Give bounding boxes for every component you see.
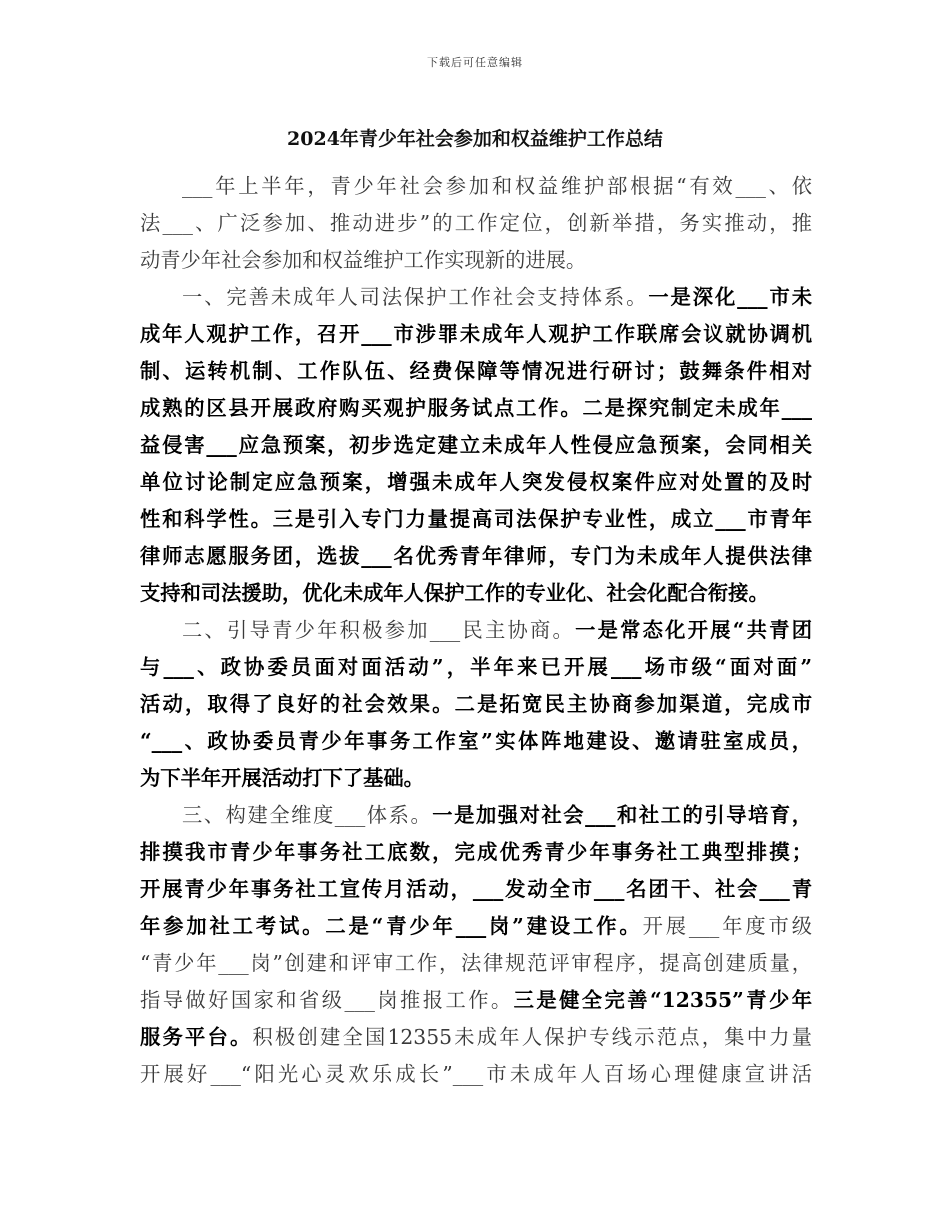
bold-text-run: 支持和司法援助，优化未成年人保护工作的专业化、社会化配合衔接。 — [140, 581, 769, 605]
text-run: 一、完善未成年人司法保护工作社会支持体系。 — [182, 285, 649, 309]
text-line — [140, 464, 812, 501]
bold-text-run: 三是健全完善“12355”青少年 — [513, 988, 812, 1012]
text-line — [140, 353, 812, 390]
text-run: “青少年___岗”创建和评审工作，法律规范评审程序，提高创建质量， — [140, 951, 812, 975]
text-line — [140, 501, 812, 538]
text-line — [140, 390, 812, 427]
bold-text-run: 成年人观护工作，召开___市涉罪未成年人观护工作联席会议就协调机 — [140, 322, 812, 346]
text-line — [140, 316, 812, 353]
text-line — [140, 279, 812, 316]
bold-text-run: 年参加社工考试。二是“青少年___岗”建设工作。 — [140, 914, 643, 938]
text-line — [140, 797, 812, 834]
text-line — [140, 242, 812, 279]
bold-text-run: 成熟的区县开展政府购买观护服务试点工作。二是探究制定未成年___ — [140, 396, 812, 420]
text-run: 法___、广泛参加、推动进步”的工作定位，创新举措，务实推动，推 — [140, 211, 812, 235]
text-run: 二、引导青少年积极参加___民主协商。 — [182, 618, 576, 642]
text-line — [140, 427, 812, 464]
text-run: 开展好___“阳光心灵欢乐成长”___市未成年人百场心理健康宣讲活 — [140, 1062, 812, 1086]
text-line — [140, 575, 812, 612]
bold-text-run: 性和科学性。三是引入专门力量提高司法保护专业性，成立___市青年 — [140, 507, 812, 531]
bold-text-run: 益侵害___应急预案，初步选定建立未成年人性侵应急预案，会同相关 — [140, 433, 812, 457]
bold-text-run: 服务平台。 — [140, 1025, 253, 1049]
bold-text-run: 律师志愿服务团，选拔___名优秀青年律师，专门为未成年人提供法律 — [140, 544, 812, 568]
text-line — [140, 1019, 812, 1056]
document-title: 2024年青少年社会参加和权益维护工作总结 — [287, 128, 663, 150]
bold-text-run: 制、运转机制、工作队伍、经费保障等情况进行研讨；鼓舞条件相对 — [140, 359, 812, 383]
text-line — [140, 945, 812, 982]
bold-text-run: “___、政协委员青少年事务工作室”实体阵地建设、邀请驻室成员， — [140, 729, 812, 753]
text-run: 开展___年度市级 — [642, 914, 812, 938]
text-run: 积极创建全国12355未成年人保护专线示范点，集中力量 — [252, 1025, 812, 1049]
bold-text-run: 与___、政协委员面对面活动”，半年来已开展___场市级“面对面” — [140, 655, 812, 679]
bold-text-run: 单位讨论制定应急预案，增强未成年人突发侵权案件应对处置的及时 — [140, 470, 812, 494]
text-run: ___年上半年，青少年社会参加和权益维护部根据“有效___、依 — [182, 174, 812, 198]
bold-text-run: 为下半年开展活动打下了基础。 — [140, 766, 424, 790]
text-line — [140, 538, 812, 575]
bold-text-run: 一是深化___市未 — [648, 285, 812, 309]
text-line — [140, 686, 812, 723]
text-line — [140, 834, 812, 871]
text-line — [140, 1056, 812, 1093]
bold-text-run: 一是加强对社会___和社工的引导培育， — [432, 803, 812, 827]
text-line — [140, 760, 812, 797]
text-line — [140, 723, 812, 760]
text-line — [140, 649, 812, 686]
text-line — [140, 982, 812, 1019]
text-run: 指导做好国家和省级___岗推报工作。 — [140, 988, 514, 1012]
text-line — [140, 871, 812, 908]
page-header-note: 下载后可任意编辑 — [427, 56, 523, 69]
text-line — [140, 908, 812, 945]
bold-text-run: 开展青少年事务社工宣传月活动，___发动全市___名团干、社会___青 — [140, 877, 812, 901]
bold-text-run: 一是常态化开展“共青团 — [575, 618, 812, 642]
text-line — [140, 612, 812, 649]
text-line — [140, 205, 812, 242]
text-run: 动青少年社会参加和权益维护工作实现新的进展。 — [140, 248, 587, 272]
bold-text-run: 活动，取得了良好的社会效果。二是拓宽民主协商参加渠道，完成市 — [140, 692, 812, 716]
document-body — [140, 168, 812, 1093]
text-line — [140, 168, 812, 205]
bold-text-run: 排摸我市青少年事务社工底数，完成优秀青少年事务社工典型排摸； — [140, 840, 812, 864]
text-run: 三、构建全维度___体系。 — [182, 803, 433, 827]
